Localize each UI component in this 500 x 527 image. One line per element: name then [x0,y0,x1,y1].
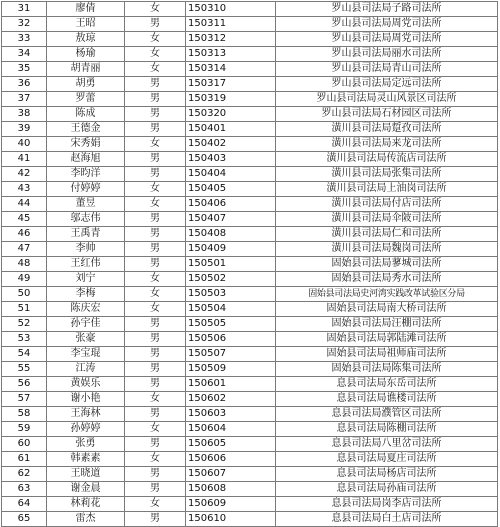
table-row [2,332,498,347]
cell-number[interactable]: 31 [2,2,47,17]
cell-gender[interactable]: 男 [125,437,186,452]
cell-exam-id[interactable]: 150607 [186,467,276,482]
cell-unit[interactable]: 息县司法局东岳司法所 [276,377,498,392]
cell-gender[interactable]: 男 [125,17,186,32]
cell-number[interactable]: 60 [2,437,47,452]
cell-name[interactable]: 雷杰 [47,512,125,527]
cell-gender[interactable]: 女 [125,137,186,152]
cell-unit[interactable]: 罗山县司法局丽水司法所 [276,47,498,62]
cell-name[interactable]: 敖琼 [47,32,125,47]
cell-number[interactable]: 53 [2,332,47,347]
cell-name[interactable]: 李宝琨 [47,347,125,362]
cell-unit[interactable]: 息县司法局谯楼司法所 [276,392,498,407]
cell-number[interactable]: 62 [2,467,47,482]
table-row [2,242,498,257]
cell-gender[interactable]: 女 [125,422,186,437]
cell-name[interactable]: 刘宁 [47,272,125,287]
cell-unit[interactable]: 息县司法局夏庄司法所 [276,452,498,467]
cell-name[interactable]: 王德金 [47,122,125,137]
table-row [2,227,498,242]
cell-unit[interactable]: 潢川县司法局付店司法所 [276,197,498,212]
cell-number[interactable]: 48 [2,257,47,272]
cell-gender[interactable]: 女 [125,272,186,287]
cell-name[interactable]: 孙婷婷 [47,422,125,437]
cell-gender[interactable]: 女 [125,182,186,197]
cell-name[interactable]: 邬志伟 [47,212,125,227]
table-row [2,437,498,452]
table-row [2,272,498,287]
cell-unit[interactable]: 潢川县司法局张集司法所 [276,167,498,182]
cell-unit[interactable]: 固始县司法局祖师庙司法所 [276,347,498,362]
cell-gender[interactable]: 女 [125,32,186,47]
cell-exam-id[interactable]: 150610 [186,512,276,527]
cell-unit[interactable]: 息县司法局岗李店司法所 [276,497,498,512]
cell-gender[interactable]: 男 [125,317,186,332]
table-row [2,17,498,32]
cell-name[interactable]: 韩素素 [47,452,125,467]
cell-number[interactable]: 58 [2,407,47,422]
cell-number[interactable]: 38 [2,107,47,122]
cell-exam-id[interactable]: 150505 [186,317,276,332]
cell-number[interactable]: 37 [2,92,47,107]
cell-number[interactable]: 32 [2,17,47,32]
cell-name[interactable]: 林莉花 [47,497,125,512]
table-row [2,32,498,47]
cell-exam-id[interactable]: 150604 [186,422,276,437]
cell-gender[interactable]: 男 [125,92,186,107]
cell-exam-id[interactable]: 150405 [186,182,276,197]
cell-gender[interactable]: 男 [125,512,186,527]
cell-exam-id[interactable]: 150408 [186,227,276,242]
cell-gender[interactable]: 男 [125,152,186,167]
cell-exam-id[interactable]: 150314 [186,62,276,77]
roster-table [1,1,498,527]
cell-gender[interactable]: 男 [125,332,186,347]
cell-exam-id[interactable]: 150407 [186,212,276,227]
cell-unit[interactable]: 罗山县司法局周党司法所 [276,17,498,32]
cell-gender[interactable]: 女 [125,497,186,512]
cell-gender[interactable]: 男 [125,107,186,122]
cell-number[interactable]: 42 [2,167,47,182]
cell-unit[interactable]: 固始县司法局郭陆滩司法所 [276,332,498,347]
cell-number[interactable]: 52 [2,317,47,332]
cell-number[interactable]: 55 [2,362,47,377]
cell-name[interactable]: 胡勇 [47,77,125,92]
table-row [2,77,498,92]
cell-number[interactable]: 45 [2,212,47,227]
table-row [2,122,498,137]
cell-unit[interactable]: 潢川县司法局来龙司法所 [276,137,498,152]
cell-unit[interactable]: 潢川县司法局仁和司法所 [276,227,498,242]
cell-exam-id[interactable]: 150320 [186,107,276,122]
cell-gender[interactable]: 男 [125,242,186,257]
cell-name[interactable]: 张豪 [47,332,125,347]
cell-name[interactable]: 李帅 [47,242,125,257]
cell-exam-id[interactable]: 150502 [186,272,276,287]
cell-exam-id[interactable]: 150401 [186,122,276,137]
cell-number[interactable]: 41 [2,152,47,167]
table-row [2,497,498,512]
cell-gender[interactable]: 男 [125,407,186,422]
table-row [2,167,498,182]
cell-number[interactable]: 43 [2,182,47,197]
table-row [2,257,498,272]
table-row [2,317,498,332]
cell-exam-id[interactable]: 150403 [186,152,276,167]
cell-number[interactable]: 50 [2,287,47,302]
cell-gender[interactable]: 男 [125,482,186,497]
spreadsheet-sheet [1,1,499,524]
table-row [2,107,498,122]
cell-number[interactable]: 57 [2,392,47,407]
cell-exam-id[interactable]: 150406 [186,197,276,212]
cell-name[interactable]: 廖倩 [47,2,125,17]
cell-number[interactable]: 56 [2,377,47,392]
cell-gender[interactable]: 男 [125,77,186,92]
cell-exam-id[interactable]: 150402 [186,137,276,152]
cell-exam-id[interactable]: 150503 [186,287,276,302]
cell-exam-id[interactable]: 150310 [186,2,276,17]
cell-gender[interactable]: 女 [125,287,186,302]
cell-unit[interactable]: 潢川县司法局传流店司法所 [276,152,498,167]
cell-number[interactable]: 36 [2,77,47,92]
cell-name[interactable]: 王昭 [47,17,125,32]
cell-name[interactable]: 李梅 [47,287,125,302]
cell-gender[interactable]: 男 [125,122,186,137]
cell-gender[interactable]: 女 [125,197,186,212]
cell-unit[interactable]: 潢川县司法局魏岗司法所 [276,242,498,257]
cell-exam-id[interactable]: 150404 [186,167,276,182]
cell-gender[interactable]: 男 [125,467,186,482]
cell-exam-id[interactable]: 150409 [186,242,276,257]
cell-name[interactable]: 王晓道 [47,467,125,482]
cell-number[interactable]: 47 [2,242,47,257]
cell-unit[interactable]: 息县司法局杨店司法所 [276,467,498,482]
cell-gender[interactable]: 男 [125,377,186,392]
cell-unit[interactable]: 潢川县司法局伞陂司法所 [276,212,498,227]
cell-gender[interactable]: 女 [125,2,186,17]
cell-exam-id[interactable]: 150509 [186,362,276,377]
table-row [2,467,498,482]
cell-exam-id[interactable]: 150317 [186,77,276,92]
cell-name[interactable]: 谢小艳 [47,392,125,407]
cell-unit[interactable]: 罗山县司法局周党司法所 [276,32,498,47]
table-row [2,212,498,227]
cell-name[interactable]: 张勇 [47,437,125,452]
cell-number[interactable]: 59 [2,422,47,437]
cell-gender[interactable]: 女 [125,302,186,317]
cell-exam-id[interactable]: 150312 [186,32,276,47]
cell-number[interactable]: 64 [2,497,47,512]
cell-exam-id[interactable]: 150606 [186,452,276,467]
cell-exam-id[interactable]: 150507 [186,347,276,362]
table-row [2,152,498,167]
cell-exam-id[interactable]: 150601 [186,377,276,392]
table-row [2,392,498,407]
table-row [2,182,498,197]
cell-unit[interactable]: 息县司法局八里岔司法所 [276,437,498,452]
cell-unit[interactable]: 潢川县司法局踅孜司法所 [276,122,498,137]
cell-name[interactable]: 谢金晨 [47,482,125,497]
cell-exam-id[interactable]: 150504 [186,302,276,317]
cell-name[interactable]: 胡青丽 [47,62,125,77]
cell-number[interactable]: 65 [2,512,47,527]
cell-number[interactable]: 54 [2,347,47,362]
cell-exam-id[interactable]: 150311 [186,17,276,32]
cell-name[interactable]: 王禹青 [47,227,125,242]
cell-gender[interactable]: 男 [125,212,186,227]
table-row [2,422,498,437]
cell-exam-id[interactable]: 150506 [186,332,276,347]
cell-name[interactable]: 付婷婷 [47,182,125,197]
cell-gender[interactable]: 女 [125,62,186,77]
cell-name[interactable]: 宋秀娟 [47,137,125,152]
cell-number[interactable]: 34 [2,47,47,62]
cell-unit[interactable]: 潢川县司法局上油岗司法所 [276,182,498,197]
cell-unit[interactable]: 罗山县司法局石材园区司法所 [276,107,498,122]
cell-gender[interactable]: 女 [125,452,186,467]
cell-name[interactable]: 江涛 [47,362,125,377]
table-row [2,92,498,107]
cell-name[interactable]: 黄娱乐 [47,377,125,392]
cell-exam-id[interactable]: 150603 [186,407,276,422]
cell-number[interactable]: 51 [2,302,47,317]
table-row [2,407,498,422]
cell-number[interactable]: 44 [2,197,47,212]
cell-unit[interactable]: 罗山县司法局定远司法所 [276,77,498,92]
cell-gender[interactable]: 男 [125,362,186,377]
cell-exam-id[interactable]: 150319 [186,92,276,107]
cell-gender[interactable]: 女 [125,47,186,62]
cell-unit[interactable]: 固始县司法局秀水司法所 [276,272,498,287]
cell-number[interactable]: 35 [2,62,47,77]
cell-name[interactable]: 李昀洋 [47,167,125,182]
cell-unit[interactable]: 息县司法局白土店司法所 [276,512,498,527]
cell-name[interactable]: 王红伟 [47,257,125,272]
cell-unit[interactable]: 息县司法局陈棚司法所 [276,422,498,437]
cell-unit[interactable]: 罗山县司法局子路司法所 [276,2,498,17]
cell-gender[interactable]: 男 [125,227,186,242]
cell-exam-id[interactable]: 150602 [186,392,276,407]
cell-gender[interactable]: 男 [125,167,186,182]
cell-name[interactable]: 赵海旭 [47,152,125,167]
table-row [2,287,498,302]
cell-number[interactable]: 63 [2,482,47,497]
cell-unit[interactable]: 息县司法局孙庙司法所 [276,482,498,497]
cell-name[interactable]: 陈庆宏 [47,302,125,317]
cell-name[interactable]: 陈成 [47,107,125,122]
cell-exam-id[interactable]: 150608 [186,482,276,497]
cell-name[interactable]: 孙宇佳 [47,317,125,332]
cell-exam-id[interactable]: 150313 [186,47,276,62]
table-row [2,347,498,362]
roster-table-body [2,2,498,527]
cell-number[interactable]: 61 [2,452,47,467]
cell-unit[interactable]: 固始县司法局南大桥司法所 [276,302,498,317]
cell-number[interactable]: 46 [2,227,47,242]
cell-name[interactable]: 董昱 [47,197,125,212]
cell-exam-id[interactable]: 150609 [186,497,276,512]
cell-unit[interactable]: 罗山县司法局灵山风景区司法所 [276,92,498,107]
cell-unit[interactable]: 固始县司法局陈集司法所 [276,362,498,377]
table-row [2,137,498,152]
cell-name[interactable]: 杨瑜 [47,47,125,62]
cell-number[interactable]: 40 [2,137,47,152]
cell-unit[interactable]: 固始县司法局史河湾实践改革试验区分局 [276,287,498,302]
cell-unit[interactable]: 罗山县司法局青山司法所 [276,62,498,77]
table-row [2,377,498,392]
table-row [2,302,498,317]
table-row [2,62,498,77]
cell-name[interactable]: 罗蕾 [47,92,125,107]
cell-exam-id[interactable]: 150501 [186,257,276,272]
table-row [2,2,498,17]
cell-number[interactable]: 49 [2,272,47,287]
cell-number[interactable]: 39 [2,122,47,137]
table-row [2,512,498,527]
table-row [2,197,498,212]
table-row [2,47,498,62]
cell-number[interactable]: 33 [2,32,47,47]
table-row [2,482,498,497]
table-row [2,362,498,377]
cell-gender[interactable]: 男 [125,347,186,362]
cell-gender[interactable]: 男 [125,257,186,272]
cell-name[interactable]: 王海林 [47,407,125,422]
cell-unit[interactable]: 固始县司法局蓼城司法所 [276,257,498,272]
cell-unit[interactable]: 息县司法局濮管区司法所 [276,407,498,422]
cell-exam-id[interactable]: 150605 [186,437,276,452]
cell-unit[interactable]: 固始县司法局汪棚司法所 [276,317,498,332]
table-row [2,452,498,467]
cell-gender[interactable]: 女 [125,392,186,407]
